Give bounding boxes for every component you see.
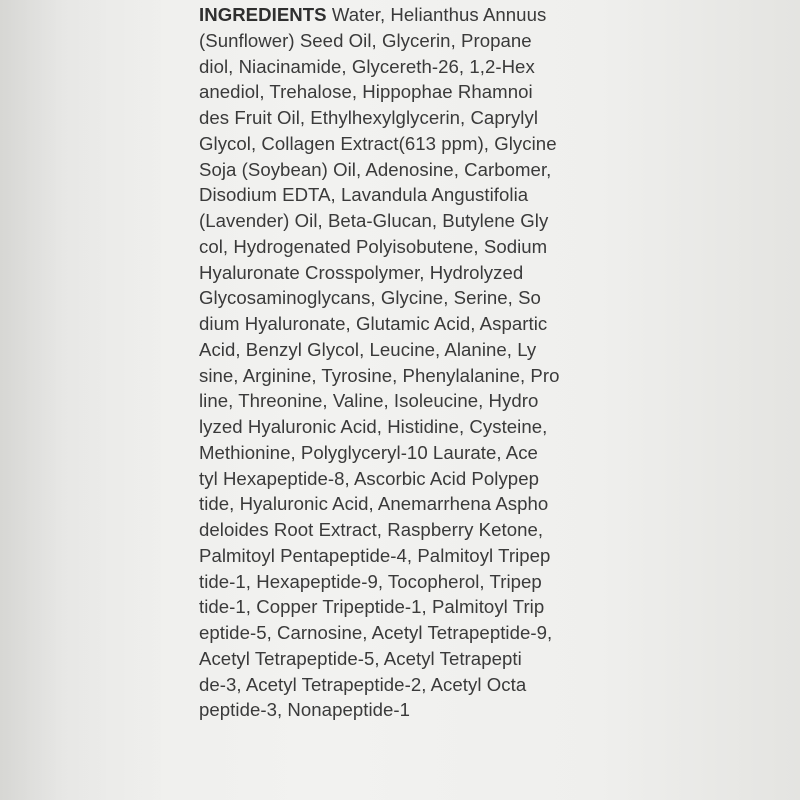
ingredients-line: anediol, Trehalose, Hippophae Rhamnoi: [199, 81, 533, 103]
ingredients-line: (Lavender) Oil, Beta-Glucan, Butylene Gly: [199, 210, 549, 231]
ingredients-line: des Fruit Oil, Ethylhexylglycerin, Caprylyl: [199, 107, 539, 128]
ingredients-line: Glycosaminoglycans, Glycine, Serine, So: [199, 287, 541, 309]
ingredients-line: Soja (Soybean) Oil, Adenosine, Carbomer,: [199, 158, 552, 180]
ingredients-line-1: [199, 2, 609, 28]
ingredients-line: tide-1, Hexapeptide-9, Tocopherol, Tripep: [199, 570, 542, 592]
ingredients-line: Glycol, Collagen Extract(613 ppm), Glycine: [199, 132, 557, 154]
ingredients-text-block: [199, 2, 609, 723]
ingredients-line: Palmitoyl Pentapeptide-4, Palmitoyl Tripep: [199, 544, 551, 566]
ingredients-line: tyl Hexapeptide-8, Ascorbic Acid Polypep: [199, 467, 539, 489]
ingredients-line: de-3, Acetyl Tetrapeptide-2, Acetyl Octa: [199, 673, 527, 695]
ingredients-line: deloides Root Extract, Raspberry Ketone,: [199, 519, 544, 540]
ingredients-line: Hyaluronate Crosspolymer, Hydrolyzed: [199, 261, 524, 283]
ingredients-line: tide, Hyaluronic Acid, Anemarrhena Aspho: [199, 493, 549, 515]
ingredients-line: lyzed Hyaluronic Acid, Histidine, Cysteine,: [199, 416, 548, 437]
ingredients-line: (Sunflower) Seed Oil, Glycerin, Propane: [199, 29, 532, 51]
ingredients-line: sine, Arginine, Tyrosine, Phenylalanine, Pro: [199, 364, 560, 386]
package-edge-shading: [0, 0, 170, 800]
ingredients-line: Disodium EDTA, Lavandula Angustifolia: [199, 184, 529, 206]
ingredients-line: diol, Niacinamide, Glycereth-26, 1,2-Hex: [199, 55, 535, 77]
ingredients-line-text: Water, Helianthus Annuus: [326, 4, 547, 25]
ingredients-line: col, Hydrogenated Polyisobutene, Sodium: [199, 235, 548, 257]
ingredients-line: line, Threonine, Valine, Isoleucine, Hydro: [199, 390, 539, 412]
ingredients-line: Acid, Benzyl Glycol, Leucine, Alanine, Ly: [199, 338, 537, 360]
ingredients-line: dium Hyaluronate, Glutamic Acid, Aspartic: [199, 313, 548, 334]
ingredients-line: Methionine, Polyglyceryl-10 Laurate, Ace: [199, 441, 538, 463]
ingredients-heading: INGREDIENTS: [199, 4, 327, 25]
ingredients-line: tide-1, Copper Tripeptide-1, Palmitoyl Trip: [199, 596, 545, 618]
ingredients-line: eptide-5, Carnosine, Acetyl Tetrapeptide-9,: [199, 622, 553, 643]
ingredients-line: peptide-3, Nonapeptide-1: [199, 699, 411, 721]
ingredients-line: Acetyl Tetrapeptide-5, Acetyl Tetrapepti: [199, 647, 522, 669]
